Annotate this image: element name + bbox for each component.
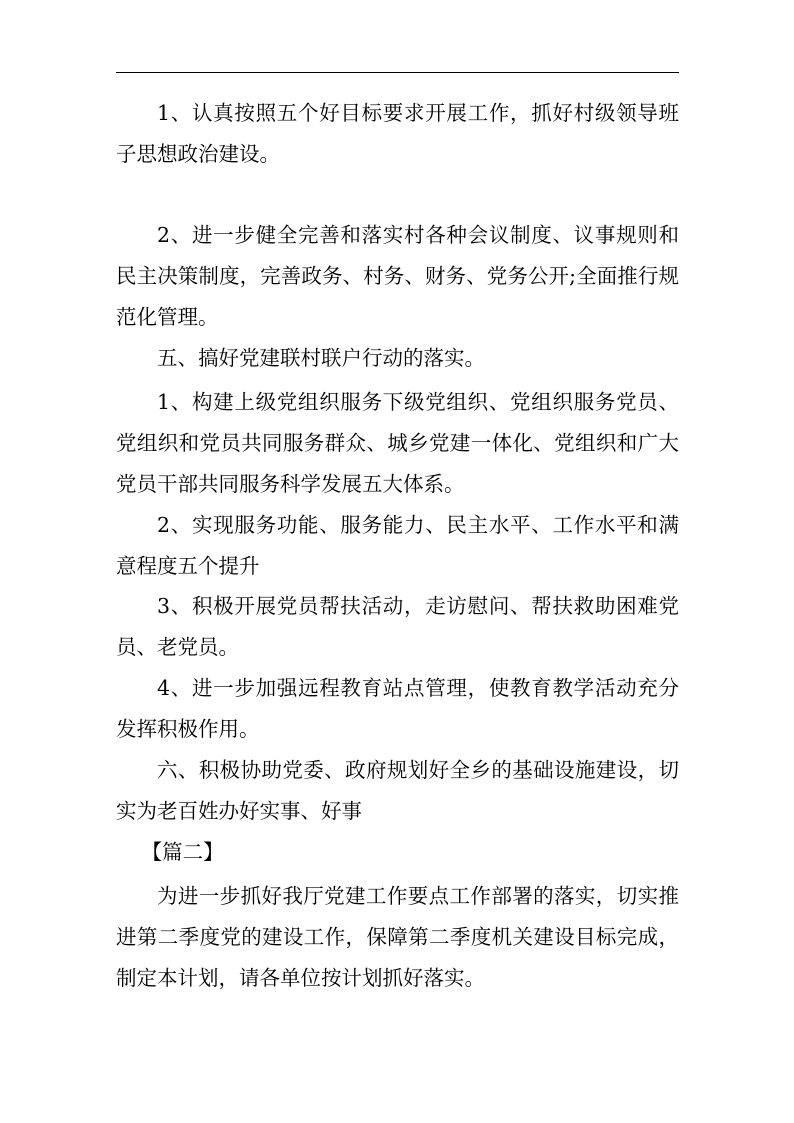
paragraph-7: 为进一步抓好我厅党建工作要点工作部署的落实，切实推进第二季度党的建设工作，保障第二季度机关建设目标完成，制定本计划，请各单位按计划抓好落实。 [116,884,679,990]
paragraph-3: 1、构建上级党组织服务下级党组织、党组织服务党员、党组织和党员共同服务群众、城乡党建一体化、党组织和广大党员干部共同服务科学发展五大体系。 [116,390,679,496]
paragraph-6: 4、进一步加强远程教育站点管理，使教育教学活动充分发挥积极作用。 [116,676,679,741]
section-heading-six: 六、积极协助党委、政府规划好全乡的基础设施建设，切实为老百姓办好实事、好事 [116,758,679,823]
paragraph-2: 2、进一步健全完善和落实村各种会议制度、议事规则和民主决策制度，完善政务、村务、财务、党务公开;全面推行规范化管理。 [116,223,679,329]
paragraph-1: 1、认真按照五个好目标要求开展工作，抓好村级领导班子思想政治建设。 [116,101,679,166]
header-rule [116,72,679,73]
section-tag-part-two: 【篇二】 [141,840,224,864]
paragraph-4: 2、实现服务功能、服务能力、民主水平、工作水平和满意程度五个提升 [116,513,679,578]
paragraph-5: 3、积极开展党员帮扶活动，走访慰问、帮扶救助困难党员、老党员。 [116,594,679,659]
section-heading-five: 五、搞好党建联村联户行动的落实。 [157,346,485,370]
